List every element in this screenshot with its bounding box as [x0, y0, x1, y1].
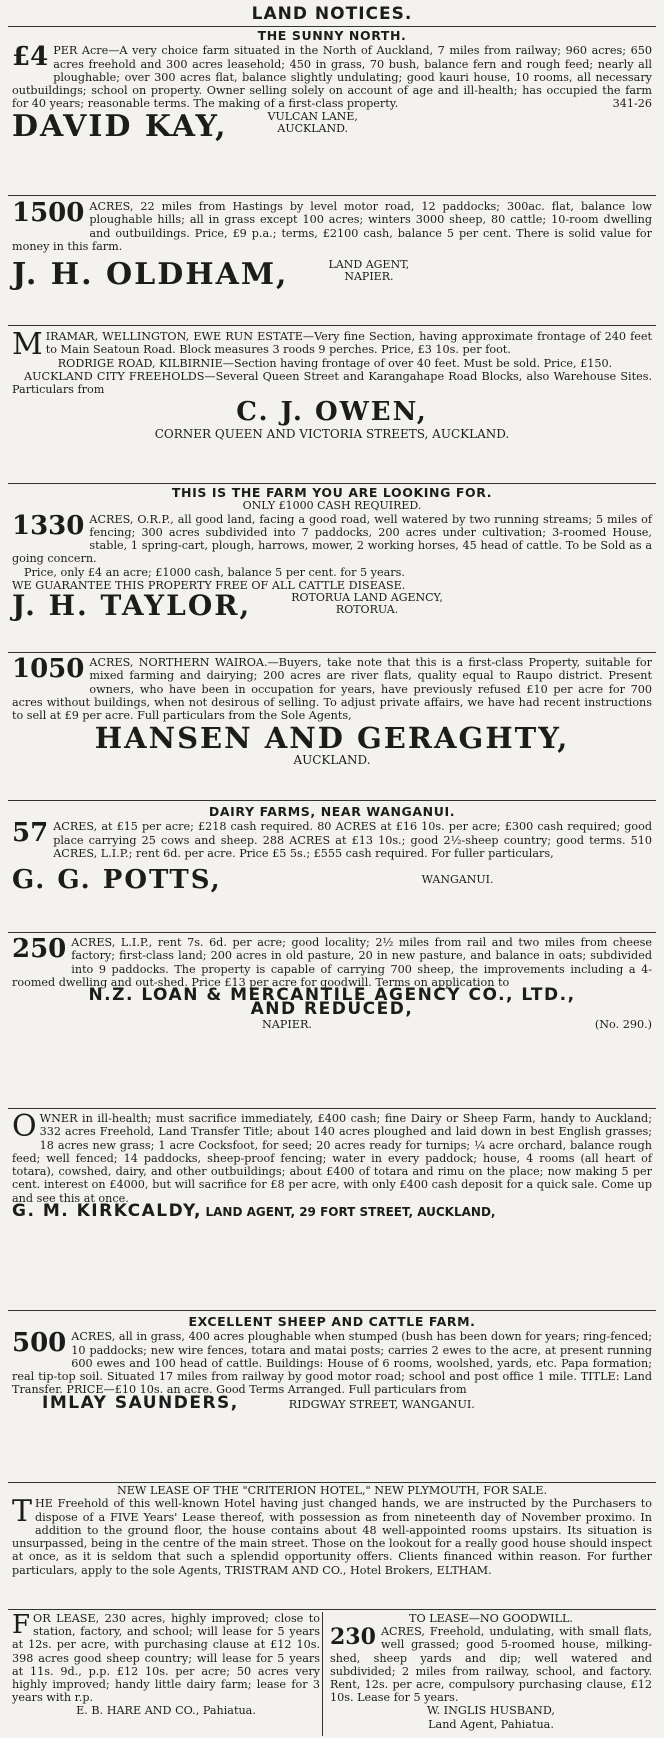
ad-body: ACRES, L.I.P., rent 7s. 6d. per acre; good locality; 2½ miles from rail and two miles from cheese factory; first-class land; 200 acres in old pasture, 20 in new pasture, and balance in oats; subdivided into 9 paddocks. The property is capable of carrying 700 sheep, the improvements including a 4-roomed dwelling and out-shed. Price £13 per acre for goodwill. Terms on application to [12, 936, 652, 989]
ad-body: IRAMAR, WELLINGTON, EWE RUN ESTATE—Very fine Section, having approximate frontage of 240 feet to Main Seatoun Road. Block measures 3 roods 9 perches. Price, £3 10s. per foot. [45, 330, 652, 357]
page-title: LAND NOTICES. [251, 4, 413, 24]
ad-body: WNER in ill-health; must sacrifice immediately, £400 cash; fine Dairy or Sheep Farm, handy to Auckland; 332 acres Freehold, Land Transfer Title; about 140 acres ploughed and laid down in best English grasses; 18 acres new grass; 1 acre Cocksfoot, for seed; 20 acres ready for turnips; ¼ acre orchard, balance rough feed; well fenced; 14 paddocks, sheep-proof fencing; water in every paddock; house, 4 rooms (all heart of totara), cowshed, dairy, and other outbuildings; about £400 of totara and rimu on the place; now making 5 per cent. interest on £4000, but will sacrifice for £8 per acre, with only £400 cash deposit for a quick sale. Come up and see this at once. [12, 1112, 652, 1205]
advertiser-name: DAVID KAY, [12, 108, 228, 144]
ad-to-lease-no-goodwill [330, 1612, 652, 1731]
ad-ref: 341-26 [612, 97, 652, 111]
ad-sunny-north [12, 28, 652, 143]
ad-body: AUCKLAND CITY FREEHOLDS—Several Queen Street and Karangahape Road Blocks, also Warehouse Sites. Particulars from [12, 369, 652, 397]
ad-sheep-cattle-farm [12, 1314, 652, 1411]
ad-lead: F [12, 1610, 31, 1640]
advertiser-signature-2: Land Agent, Pahiatua. [428, 1717, 554, 1731]
advertiser-address: VULCAN LANE, AUCKLAND. [267, 109, 358, 135]
ad-lead: 1500 [12, 198, 85, 228]
advertiser-address: LAND AGENT, NAPIER. [328, 258, 410, 284]
ad-owner-ill-health [12, 1109, 652, 1222]
divider [8, 195, 656, 196]
advertiser-name: C. J. OWEN, [236, 397, 428, 428]
ad-lead: 1330 [12, 510, 85, 541]
bottom-columns [12, 1612, 652, 1736]
ad-guarantee: WE GUARANTEE THIS PROPERTY FREE OF ALL CATTLE DISEASE. [12, 579, 406, 593]
ad-body: RODRIGE ROAD, KILBIRNIE—Section having frontage of over 40 feet. Must be sold. Price, £150. [57, 356, 613, 370]
divider [8, 1108, 656, 1109]
advertiser-signature: E. B. HARE AND CO., Pahiatua. [76, 1704, 256, 1718]
ad-body: ACRES, all in grass, 400 acres ploughable when stumped (bush has been down for years; ring-fenced; 10 paddocks; new wire fences, totara and matai posts; carries 2 ewes to the acre, at present running 600 ewes and 100 head of cattle. Buildings: House of 6 rooms, woolshed, yards, etc. Papa formation; real tip-top soil. Situated 17 miles from railway by good motor road; school and post office 1 mile. TITLE: Land Transfer. PRICE—£10 10s. an acre. Good Terms Arranged. Full particulars from [12, 1330, 652, 1397]
advertiser-name: HANSEN AND GERAGHTY, [94, 721, 570, 756]
ad-heading: THIS IS THE FARM YOU ARE LOOKING FOR. [171, 485, 493, 500]
ad-lead: M [12, 327, 43, 362]
ad-body: OR LEASE, 230 acres, highly improved; close to station, factory, and school; will lease for 5 years at 12s. per acre, with purchasing clause at £12 10s. 398 acres good sheep country; will lease for 5 years at 11s. 9d., p.p. £12 10s. per acre; 50 acres very highly improved; handy little dairy farm; lease for 3 years with r.p. [12, 1612, 320, 1705]
advertiser-signature: W. INGLIS HUSBAND, [427, 1704, 555, 1718]
ad-body: ACRES, at £15 per acre; £218 cash required. 80 ACRES at £16 10s. per acre; £300 cash required; good place carrying 25 cows and sheep. 288 ACRES at £13 10s.; good 2½-sheep country; good terms. 510 ACRES, L.I.P.; rent 6d. per acre. Price £5 5s.; £555 cash required. For fuller particulars, [53, 820, 652, 860]
ad-lead: 57 [12, 818, 49, 849]
divider [8, 483, 656, 484]
advertiser-name: IMLAY SAUNDERS, [42, 1392, 239, 1413]
ad-farm-looking-for [12, 485, 652, 623]
advertiser-name: J. H. TAYLOR, [12, 589, 252, 623]
divider [8, 932, 656, 933]
advertiser-address: LAND AGENT, 29 FORT STREET, AUCKLAND, [205, 1205, 496, 1220]
ad-body: PER Acre—A very choice farm situated in the North of Auckland, 7 miles from railway; 960 acres; 650 acres freehold and 300 acres leasehold; 450 in grass, 70 bush, balance fern and rough feed; nearly all ploughable; over 300 acres flat, balance slightly undulating; good kauri house, 10 rooms, all necessary outbuildings; school on property. Owner selling solely on account of age and ill-health; has occupied the farm for 40 years; reasonable terms. The making of a first-class property. [12, 44, 652, 111]
ad-lead: O [12, 1109, 37, 1144]
ad-body: ACRES, 22 miles from Hastings by level motor road, 12 paddocks; 300ac. flat, balance low ploughable hills; all in grass except 100 acres; winters 3000 sheep, 80 cattle; 10-room dwelling and outbuildings. Price, £9 p.a.; terms, £2100 cash, balance 5 per cent. There is solid value for money in this farm. [12, 200, 652, 253]
ad-heading: DAIRY FARMS, NEAR WANGANUI. [208, 804, 456, 819]
ad-lead: 250 [12, 934, 67, 964]
advertiser-name: J. H. OLDHAM, [12, 257, 289, 293]
advertiser-name: N.Z. LOAN & MERCANTILE AGENCY CO., LTD., [88, 985, 576, 1006]
column-divider [322, 1612, 323, 1736]
ad-lead: 230 [330, 1624, 376, 1651]
ad-criterion-hotel [12, 1484, 652, 1577]
advertiser-name: G. G. POTTS, [12, 865, 222, 896]
ad-heading: TO LEASE—NO GOODWILL. [409, 1612, 573, 1625]
ad-heading: EXCELLENT SHEEP AND CATTLE FARM. [188, 1314, 476, 1329]
ad-price: Price, only £4 an acre; £1000 cash, balance 5 per cent. for 5 years. [24, 565, 405, 579]
divider [8, 652, 656, 653]
divider [8, 800, 656, 801]
advertiser-address: NAPIER. [262, 1017, 312, 1031]
ad-for-lease [12, 1612, 320, 1718]
divider [8, 1482, 656, 1483]
ad-body: ACRES, Freehold, undulating, with small flats, well grassed; good 5-roomed house, milking-shed, sheep yards and dip; well watered and subdivided; 2 miles from railway, school, and factory. Rent, 12s. per acre, compulsory purchasing clause, £12 10s. Lease for 5 years. [330, 1625, 652, 1705]
divider [8, 26, 656, 27]
ad-hastings-farm [12, 200, 652, 291]
ad-body: ACRES, NORTHERN WAIROA.—Buyers, take note that this is a first-class Property, suitable for mixed farming and dairying; 200 acres are river flats, quality equal to Raupo district. Present owners, who have been in occupation for years, have previously refused £10 per acre for 700 acres without buildings, when not desirous of selling. To adjust private affairs, we have had recent instructions to sell at £9 per acre. Full particulars from the Sole Agents, [12, 656, 652, 723]
advertiser-address: AUCKLAND. [293, 753, 371, 768]
advertiser-address: ROTORUA LAND AGENCY, ROTORUA. [291, 591, 443, 617]
advertiser-address: RIDGWAY STREET, WANGANUI. [288, 1397, 475, 1411]
ad-miramar [12, 327, 652, 442]
advertiser-address: WANGANUI. [421, 873, 494, 887]
advertiser-name: G. M. KIRKCALDY, [12, 1201, 202, 1222]
ad-northern-wairoa [12, 656, 652, 768]
ad-lead: T [12, 1494, 33, 1530]
advertiser-address: CORNER QUEEN AND VICTORIA STREETS, AUCKLAND. [154, 427, 510, 442]
ad-lead: £4 [12, 42, 49, 73]
ad-lead: 500 [12, 1328, 67, 1359]
divider [8, 1609, 656, 1610]
ad-body: HE Freehold of this well-known Hotel having just changed hands, we are instructed by the Purchasers to dispose of a FIVE Years' Lease thereof, with possession as from nineteenth day of November proximo. In addition to the ground floor, the house contains about 48 well-appointed rooms upstairs. Its situation is unsurpassed, being in the centre of the main street. Those on the lookout for a really good house should inspect at once, as it is seldom that such a splendid opportunity offers. Clients financed within reason. For further particulars, apply to the sole Agents, TRISTRAM AND CO., Hotel Brokers, ELTHAM. [12, 1497, 652, 1577]
divider [8, 325, 656, 326]
ad-subheading: ONLY £1000 CASH REQUIRED. [242, 499, 422, 513]
ad-ref: (No. 290.) [594, 1017, 652, 1031]
ad-dairy-farms-wanganui [12, 804, 652, 896]
ad-heading: NEW LEASE OF THE "CRITERION HOTEL," NEW PLYMOUTH, FOR SALE. [116, 1484, 548, 1497]
ad-heading: THE SUNNY NORTH. [257, 28, 407, 43]
ad-lip-250-acres [12, 936, 652, 1032]
ad-lead: 1050 [12, 654, 85, 684]
advertiser-name-2: AND REDUCED, [250, 999, 414, 1020]
divider [8, 1310, 656, 1311]
ad-body: ACRES, O.R.P., all good land, facing a good road, well watered by two running streams; 5 miles of fencing; 300 acres subdivided into 7 paddocks, 200 acres under cultivation; 3-roomed House, stable, 1 spring-cart, plough, harrows, mower, 2 working horses, 45 head of cattle. To be Sold as a going concern. [12, 512, 652, 566]
